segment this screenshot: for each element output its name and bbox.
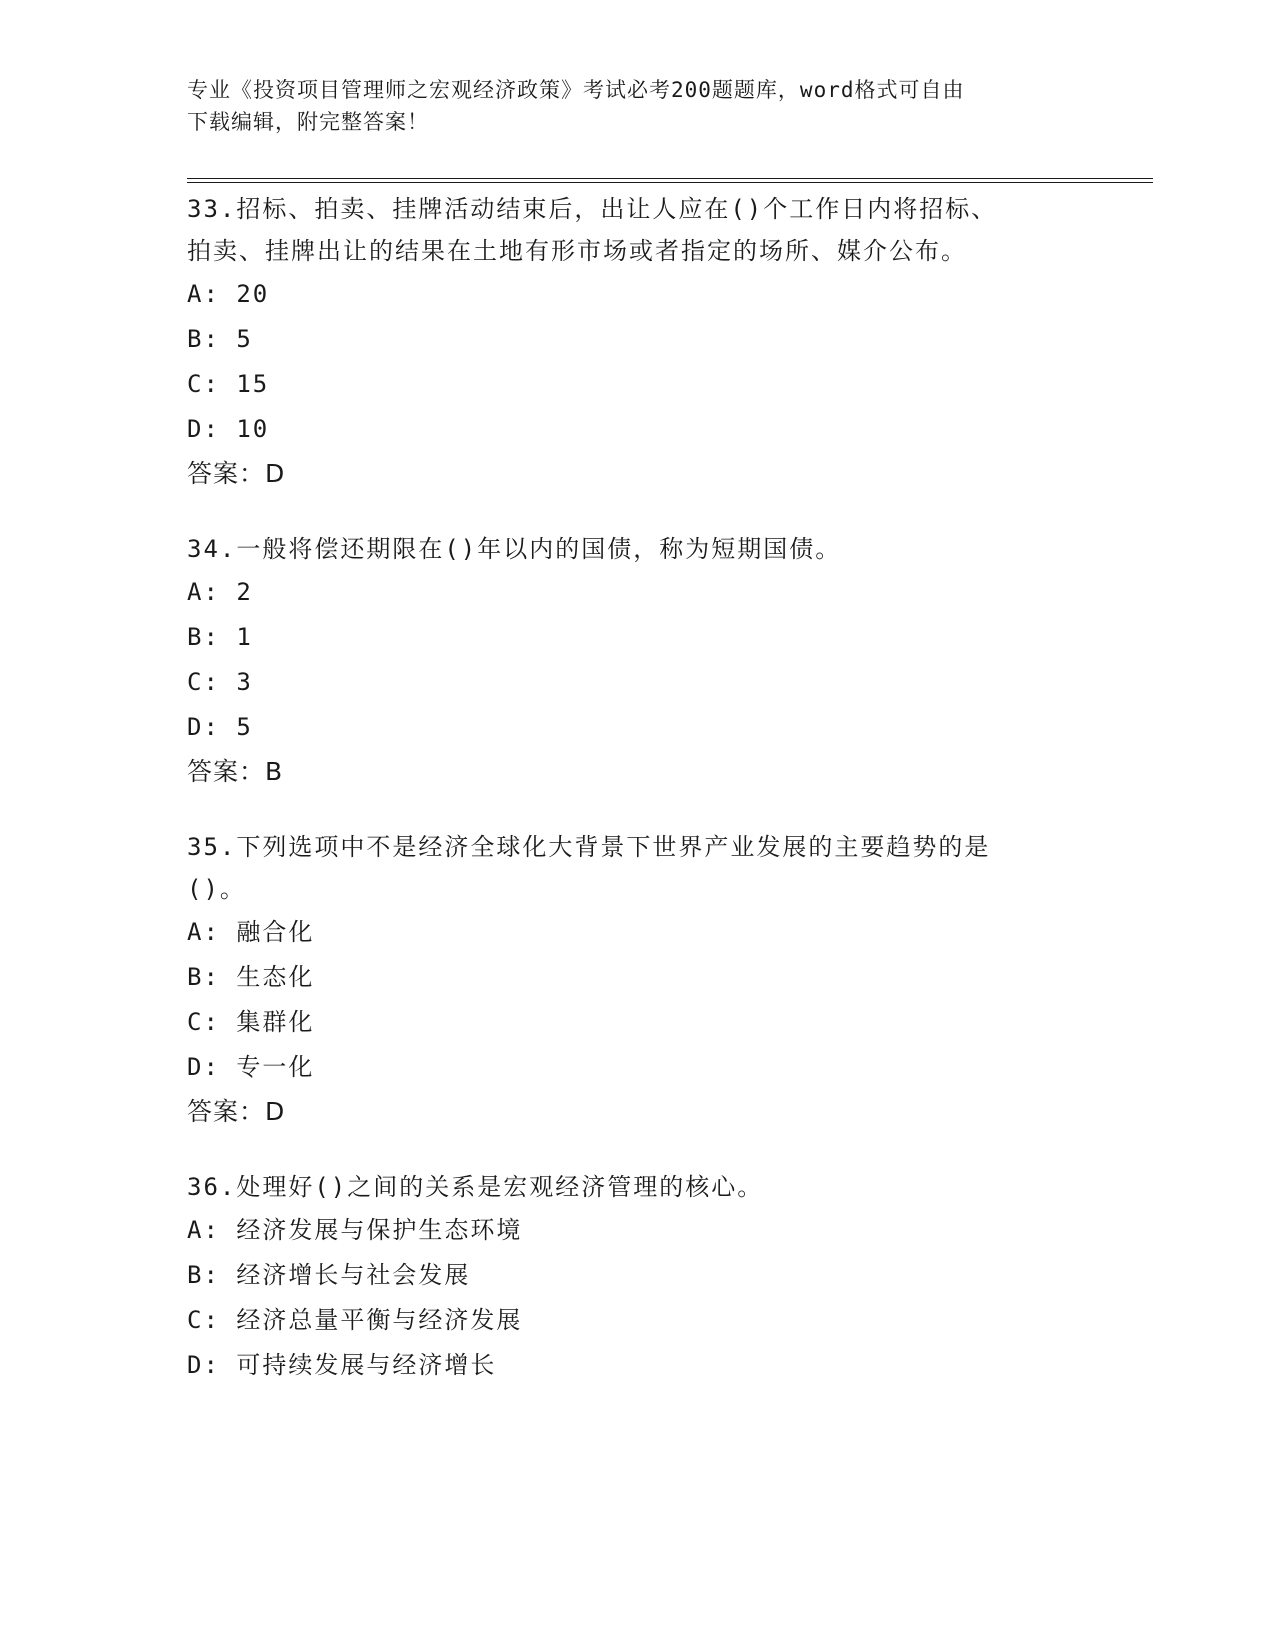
option-c: C: 3 [187,668,253,696]
option-a: A: 20 [187,280,270,308]
option-d: D: 可持续发展与经济增长 [187,1351,497,1379]
question-36 [187,1166,1087,1388]
question-stem-line: 36.处理好()之间的关系是宏观经济管理的核心。 [187,1173,764,1201]
question-34 [187,528,1087,794]
option-a: A: 融合化 [187,918,315,946]
option-b: B: 5 [187,325,253,353]
header-divider-top [187,178,1153,179]
option-b: B: 生态化 [187,963,315,991]
option-d: D: 专一化 [187,1053,315,1081]
option-d: D: 10 [187,415,270,443]
option-a: A: 经济发展与保护生态环境 [187,1216,523,1244]
header-divider-bottom [187,182,1153,183]
header-line-2: 下载编辑，附完整答案！ [187,110,429,134]
question-stem-line: 拍卖、挂牌出让的结果在土地有形市场或者指定的场所、媒介公布。 [187,237,967,265]
option-d: D: 5 [187,713,253,741]
question-stem-line: ()。 [187,875,246,903]
document-header [187,74,1087,138]
answer-line: 答案：D [187,1097,286,1126]
option-c: C: 15 [187,370,270,398]
question-stem-line: 34.一般将偿还期限在()年以内的国债，称为短期国债。 [187,535,842,563]
header-line-1: 专业《投资项目管理师之宏观经济政策》考试必考200题题库，word格式可自由 [187,78,965,102]
question-stem-line: 35.下列选项中不是经济全球化大背景下世界产业发展的主要趋势的是 [187,833,991,861]
question-33 [187,188,1087,496]
option-a: A: 2 [187,578,253,606]
option-c: C: 集群化 [187,1008,315,1036]
option-c: C: 经济总量平衡与经济发展 [187,1306,523,1334]
question-35 [187,826,1087,1134]
question-stem-line: 33.招标、拍卖、挂牌活动结束后，出让人应在()个工作日内将招标、 [187,195,998,223]
answer-line: 答案：B [187,757,284,786]
option-b: B: 经济增长与社会发展 [187,1261,471,1289]
question-list [187,188,1087,1420]
answer-line: 答案：D [187,459,286,488]
option-b: B: 1 [187,623,253,651]
